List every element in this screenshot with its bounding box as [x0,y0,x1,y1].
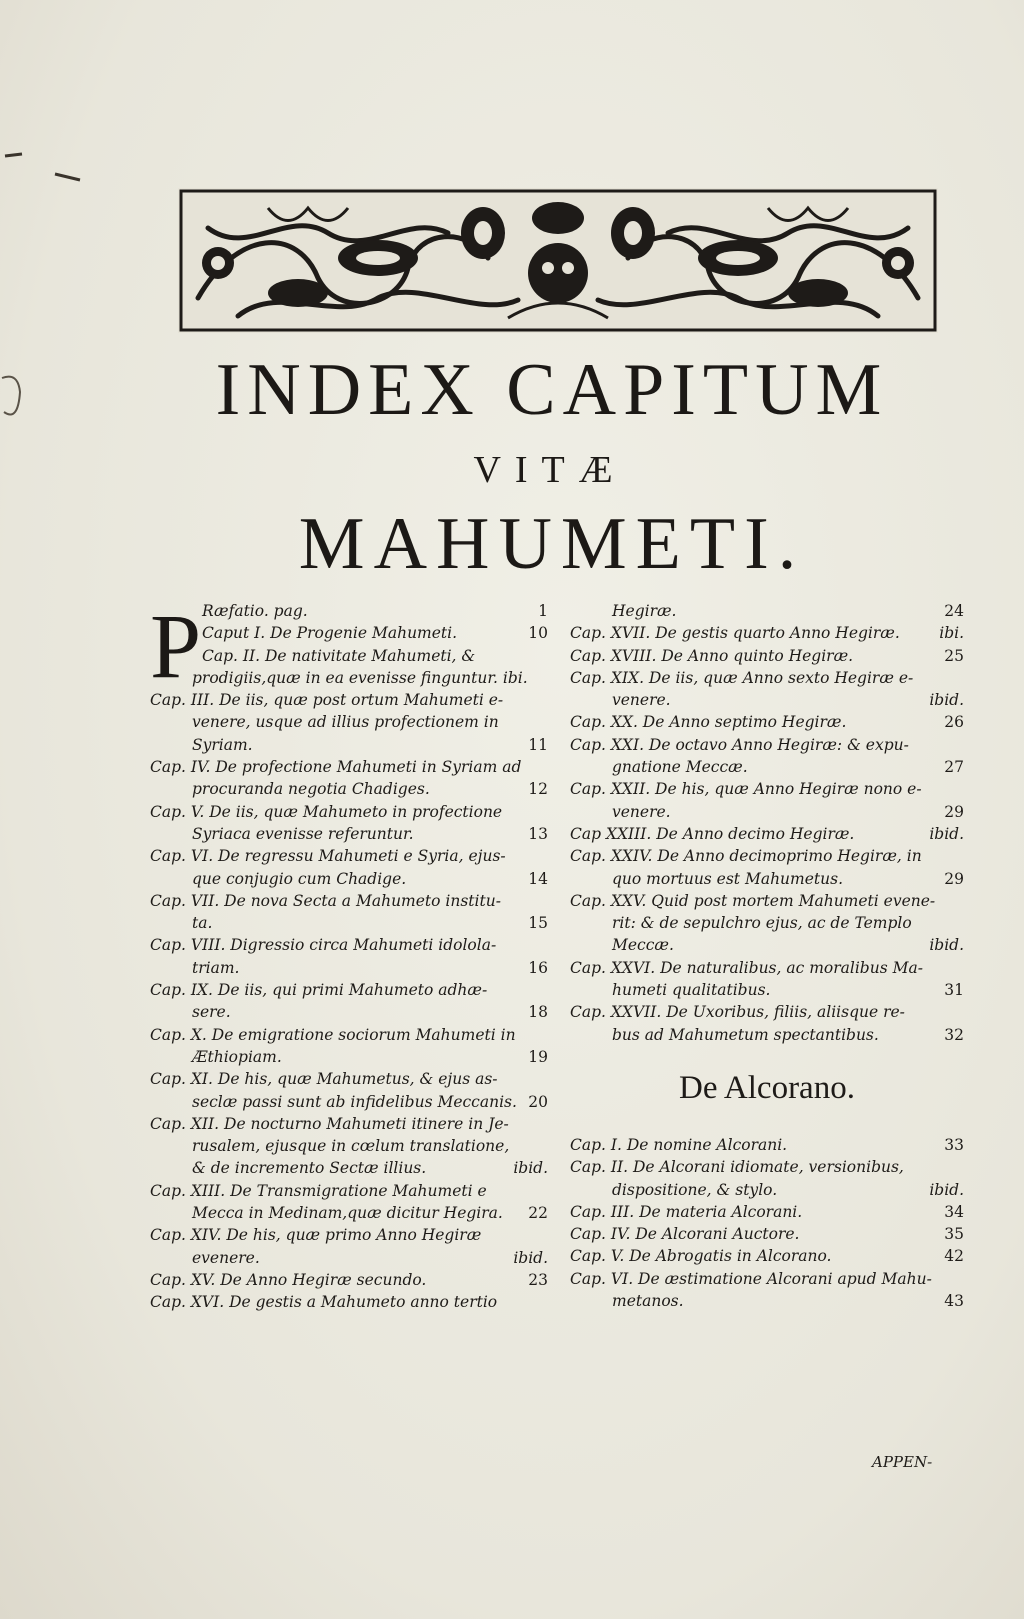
list-item [150,1068,548,1090]
entry-text: Cap. XXV. Quid post mortem Mahumeti evene- [570,891,936,910]
entry-text: dispositione, & stylo. [612,1180,778,1199]
entry-text: metanos. [612,1292,684,1311]
entry-text: Meccæ. [612,936,674,955]
list-item [570,1134,964,1156]
list-item [150,1113,548,1135]
list-item [150,600,548,622]
list-item [570,622,964,644]
page-number: 33 [944,1136,964,1154]
list-item [570,1245,964,1267]
entry-text: Cap. VII. De nova Secta a Mahumeto institu- [150,891,501,910]
entry-text: Cap. II. De nativitate Mahumeti, & [202,646,476,665]
page-number: 27 [944,758,964,777]
list-item [150,801,548,823]
entry-text: rusalem, ejusque in cœlum translatione, [192,1137,510,1156]
list-item [570,1201,964,1223]
list-item [150,1001,548,1023]
entry-text: Cap. XVIII. De Anno quinto Hegiræ. [570,646,854,665]
list-item [570,734,964,756]
page-number: 18 [528,1003,548,1022]
page-number: 24 [944,602,964,620]
list-item [570,1290,964,1312]
entry-text: procuranda negotia Chadiges. [192,780,430,799]
list-item [150,890,548,912]
page-number: 34 [944,1202,964,1221]
list-item [150,1180,548,1202]
list-item [150,1024,548,1046]
list-item [150,845,548,867]
page-number: ibid. [929,824,964,843]
list-item [570,801,964,823]
alcorano-index [570,1134,964,1312]
entry-text: Hegiræ. [612,602,677,620]
entry-text: Cap. VI. De regressu Mahumeti e Syria, ejus- [150,847,506,866]
list-item [150,1091,548,1113]
list-item [570,1268,964,1290]
page-number: 10 [528,624,548,643]
entry-text: venere. [612,691,671,710]
index-left-column [150,595,548,1314]
page-number: 42 [944,1247,964,1266]
entry-text: Cap. III. De iis, quæ post ortum Mahumeti e- [150,691,504,710]
margin-mark-decoration [0,140,90,440]
list-item [570,689,964,711]
page-number: ibid. [929,1180,964,1199]
entry-text: sere. [192,1003,231,1022]
entry-text: Caput I. De Progenie Mahumeti. [202,624,458,643]
list-item [570,934,964,956]
list-item [570,667,964,689]
entry-text: Cap. XXI. De octavo Anno Hegiræ: & expu- [570,735,909,754]
list-item [570,600,964,622]
page-number: 19 [528,1047,548,1066]
list-item [150,756,548,778]
list-item [570,1179,964,1201]
entry-text: venere. [612,802,671,821]
list-item [570,1001,964,1023]
list-item [150,667,548,689]
entry-text: Cap. II. De Alcorani idiomate, versionibus, [570,1158,904,1177]
entry-text: venere, usque ad illius profectionem in [192,713,499,732]
list-item [150,912,548,934]
entry-text: bus ad Mahumetum spectantibus. [612,1025,879,1044]
page-number: 32 [944,1025,964,1044]
page-number: 1 [538,602,548,620]
list-item [150,934,548,956]
list-item [570,756,964,778]
list-item [570,868,964,890]
entry-text: Cap. XIX. De iis, quæ Anno sexto Hegiræ e- [570,668,914,687]
entry-text: Ræfatio. pag. [202,602,308,620]
entry-text: Mecca in Medinam,quæ dicitur Hegira. [192,1204,503,1223]
list-item [150,1202,548,1224]
page-number: 29 [944,802,964,821]
list-item [570,957,964,979]
page-number: ibid. [929,936,964,955]
entry-text: Cap. V. De Abrogatis in Alcorano. [570,1247,832,1266]
page-subtitle: VITÆ [473,449,627,491]
entry-text: Cap. XI. De his, quæ Mahumetus, & ejus as- [150,1070,498,1089]
entry-text: Cap. XXVI. De naturalibus, ac moralibus Ma- [570,958,923,977]
list-item [150,689,548,711]
entry-text: Cap. III. De materia Alcorani. [570,1202,803,1221]
list-item [150,823,548,845]
entry-text: Cap. I. De nomine Alcorani. [570,1136,788,1154]
entry-text: Cap. XXII. De his, quæ Anno Hegiræ nono e- [570,780,922,799]
list-item [150,1247,548,1269]
page-number: 16 [528,958,548,977]
entry-text: Cap XXIII. De Anno decimo Hegiræ. [570,824,855,843]
entry-text: Cap. IV. De Alcorani Auctore. [570,1225,800,1244]
entry-text: Cap. VI. De æstimatione Alcorani apud Mahu- [570,1269,932,1288]
list-item [150,957,548,979]
entry-text: humeti qualitatibus. [612,981,771,1000]
entry-text: quo mortuus est Mahumetus. [612,869,844,888]
page-number: 26 [944,713,964,732]
entry-text: evenere. [192,1248,260,1267]
list-item [150,1291,548,1313]
page-number: ibid. [513,1248,548,1267]
catchword: APPEN- [872,1453,933,1471]
list-item [150,979,548,1001]
entry-text: Cap. XVI. De gestis a Mahumeto anno tertio [150,1293,498,1312]
entry-text: Syriam. [192,735,253,754]
list-item [570,890,964,912]
entry-text: rit: & de sepulchro ejus, ac de Templo [612,914,912,933]
list-item [150,1157,548,1179]
entry-text: triam. [192,958,240,977]
entry-text: Cap. XVII. De gestis quarto Anno Hegiræ. [570,624,900,643]
list-item [570,645,964,667]
entry-text: Cap. XXIV. De Anno decimoprimo Hegiræ, in [570,847,922,866]
page-number: 14 [528,869,548,888]
page-number: 12 [528,780,548,799]
entry-text: Æthiopiam. [192,1047,282,1066]
entry-text: Cap. XIV. De his, quæ primo Anno Hegiræ [150,1226,482,1245]
list-item [570,1156,964,1178]
page-number: ibid. [513,1159,548,1178]
list-item [570,1223,964,1245]
entry-text: gnatione Meccæ. [612,758,748,777]
page-number: 43 [944,1292,964,1311]
entry-text: Cap. V. De iis, quæ Mahumeto in profectione [150,802,503,821]
index-right-column [570,600,964,1046]
entry-text: Cap. XXVII. De Uxoribus, filiis, aliisque re- [570,1003,905,1022]
entry-text: que conjugio cum Chadige. [192,869,407,888]
entry-text: Cap. X. De emigratione sociorum Mahumeti in [150,1025,516,1044]
list-item [150,1224,548,1246]
page-number: 29 [944,869,964,888]
list-item [570,823,964,845]
list-item [150,1046,548,1068]
list-item [150,868,548,890]
list-item [150,1269,548,1291]
list-item [150,1135,548,1157]
page-number: 15 [528,914,548,933]
page-number: ibid. [929,691,964,710]
entry-text: Cap. XIII. De Transmigratione Mahumeti e [150,1181,487,1200]
list-item [570,845,964,867]
entry-text: Cap. VIII. Digressio circa Mahumeti idolola- [150,936,497,955]
list-item [150,622,548,644]
list-item [570,979,964,1001]
list-item [150,778,548,800]
page-title-name: MAHUMETI. [298,503,806,585]
entry-text: Cap. IV. De profectione Mahumeti in Syriam ad [150,758,522,777]
entry-text: seclæ passi sunt ab infidelibus Meccanis. [192,1092,517,1111]
list-item [570,778,964,800]
section-title-alcorano: De Alcorano. [679,1070,855,1106]
entry-text: prodigiis,quæ in ea evenisse finguntur. ibi. [192,668,528,687]
entry-text: & de incremento Sectæ illius. [192,1159,427,1178]
page-number: 25 [944,646,964,665]
page-number: 31 [944,981,964,1000]
entry-text: ta. [192,914,213,933]
list-item [150,711,548,733]
woodcut-headpiece-ornament [178,188,938,333]
list-item [570,1024,964,1046]
entry-text: Cap. XV. De Anno Hegiræ secundo. [150,1270,427,1289]
drop-cap: P [150,595,202,697]
entry-text: Syriaca evenisse referuntur. [192,824,414,843]
entry-text: Cap. XX. De Anno septimo Hegiræ. [570,713,847,732]
page-number: 11 [528,735,548,754]
page-number: 13 [528,824,548,843]
page-number: 22 [528,1204,548,1223]
page-number: 23 [528,1270,548,1289]
list-item [570,711,964,733]
page-title: INDEX CAPITUM [215,349,889,431]
page-number: 35 [944,1225,964,1244]
list-item [570,912,964,934]
list-item [150,645,548,667]
list-item [150,734,548,756]
page-number: ibi. [939,624,964,643]
page-number: 20 [528,1092,548,1111]
entry-text: Cap. IX. De iis, qui primi Mahumeto adhæ- [150,981,488,1000]
entry-text: Cap. XII. De nocturno Mahumeti itinere in Je- [150,1114,509,1133]
